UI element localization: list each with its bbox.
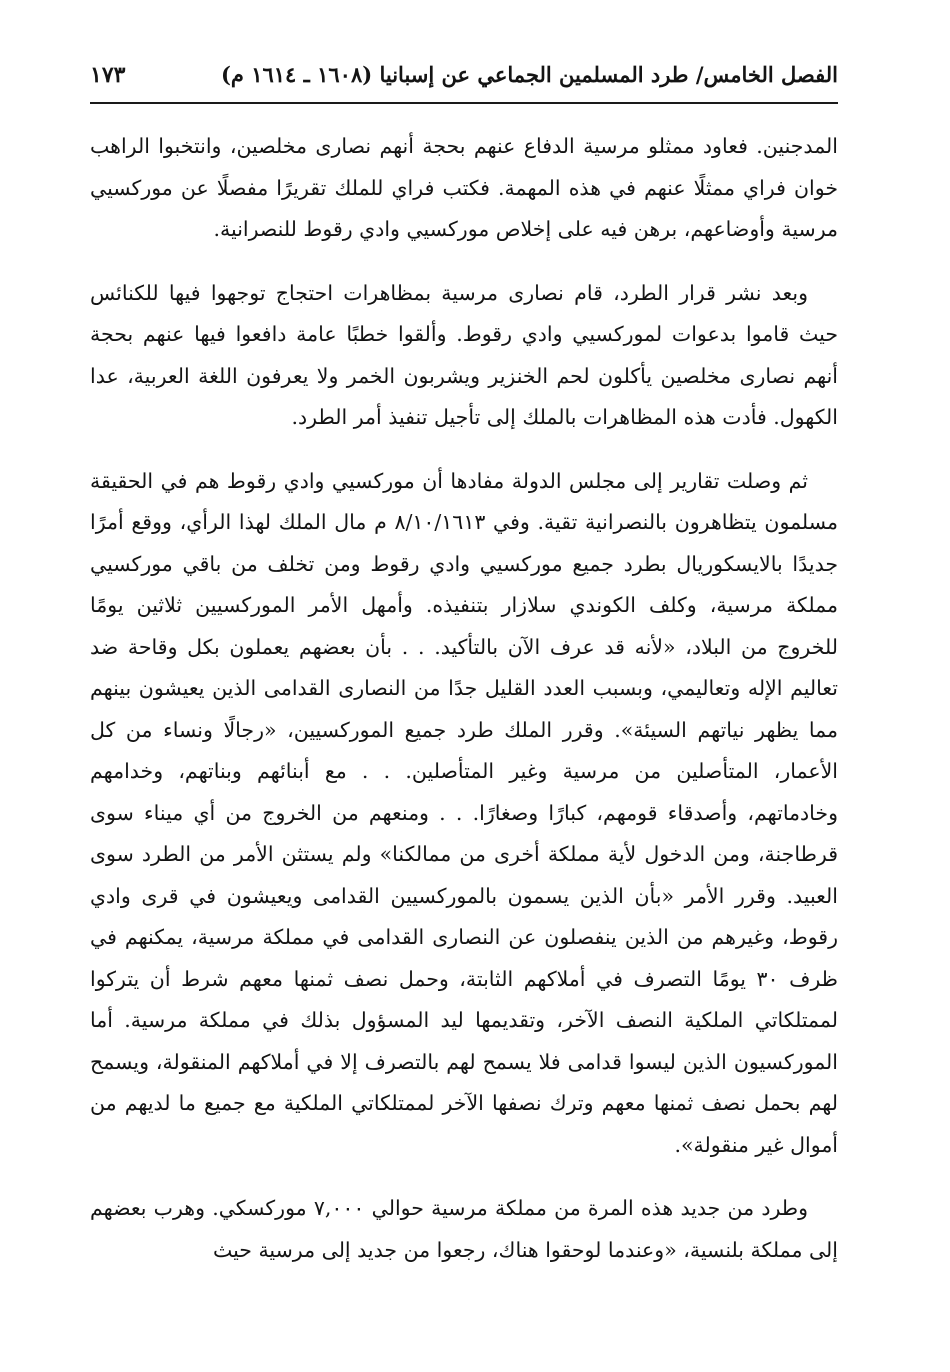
running-header (90, 62, 838, 104)
book-page (90, 62, 838, 1271)
page-number: ١٧٣ (90, 62, 126, 88)
chapter-title: الفصل الخامس/ طرد المسلمين الجماعي عن إسبانيا (١٦٠٨ ـ ١٦١٤ م) (220, 62, 838, 87)
paragraph-4: وطرد من جديد هذه المرة من مملكة مرسية حوالي ٧,٠٠٠ موركسكي. وهرب بعضهم إلى مملكة بلنسية، «وعندما لوحقوا هناك، رجعوا من جديد إلى مرسية حيث (90, 1196, 838, 1262)
body-text (90, 126, 838, 1271)
paragraph-3: ثم وصلت تقارير إلى مجلس الدولة مفادها أن موركسيي وادي رقوط هم في الحقيقة مسلمون يتظاهرون بالنصرانية تقية. وفي ٨/١٠/١٦١٣ م مال الملك لهذا الرأي، ووقع أمرًا جديدًا بالايسكوريال بطرد جميع موركسيي وادي رقوط ومن تخلف من باقي موركسيي مملكة مرسية، وكلف الكوندي سلازار بتنفيذه. وأمهل الأمر الموركسيين ثلاثين يومًا للخروج من البلاد، «لأنه قد عرف الآن بالتأكيد. . . بأن بعضهم يعملون بكل وقاحة ضد تعاليم الإله وتعاليمي، وبسبب العدد القليل جدًا من النصارى القدامى الذين يعيشون بينهم مما يظهر نياتهم السيئة». وقرر الملك طرد جميع الموركسيين، «رجالًا ونساء من كل الأعمار، المتأصلين من مرسية وغير المتأصلين. . . مع أبنائهم وبناتهم، وخدامهم وخادماتهم، وأصدقاء قومهم، كبارًا وصغارًا. . . ومنعهم من الخروج من أي ميناء سوى قرطاجنة، ومن الدخول لأية مملكة أخرى من ممالكنا» ولم يستثن الأمر من الطرد سوى العبيد. وقرر الأمر «بأن الذين يسمون بالموركسيين القدامى ويعيشون في قرى وادي رقوط، وغيرهم من الذين ينفصلون عن النصارى القدامى في مملكة مرسية، يمكنهم في ظرف ٣٠ يومًا التصرف في أملاكهم الثابتة، وحمل نصف ثمنها معهم شرط أن يتركوا لممتلكاتي الملكية النصف الآخر، وتقديمها ليد المسؤول بذلك في مملكة مرسية. أما الموركسيون الذين ليسوا قدامى فلا يسمح لهم بالتصرف إلا في أملاكهم المنقولة، ويسمح لهم بحمل نصف ثمنها معهم وترك نصفها الآخر لممتلكاتي الملكية مع جميع ما لديهم من أموال غير منقولة». (90, 468, 838, 1157)
paragraph-1: المدجنين. فعاود ممثلو مرسية الدفاع عنهم بحجة أنهم نصارى مخلصين، وانتخبوا الراهب خوان فراي ممثلًا عنهم في هذه المهمة. فكتب فراي للملك تقريرًا مفصلًا عن موركسيي مرسية وأوضاعهم، برهن فيه على إخلاص موركسيي وادي رقوط للنصرانية. (90, 134, 838, 241)
paragraph-2: وبعد نشر قرار الطرد، قام نصارى مرسية بمظاهرات احتجاج توجهوا فيها للكنائس حيث قاموا بدعوات لموركسيي وادي رقوط. وألقوا خطبًا عامة دافعوا فيها عنهم بحجة أنهم نصارى مخلصين يأكلون لحم الخنزير ويشربون الخمر ولا يعرفون اللغة العربية، عدا الكهول. فأدت هذه المظاهرات بالملك إلى تأجيل تنفيذ أمر الطرد. (90, 280, 838, 429)
